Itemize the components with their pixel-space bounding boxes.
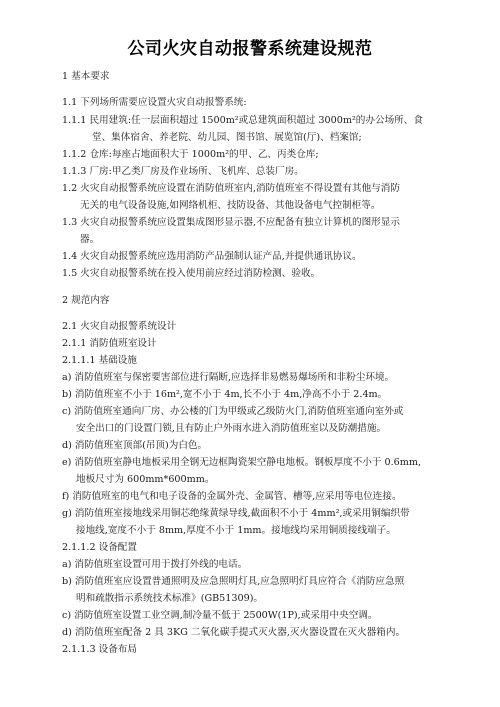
clause-continuation: 器。	[80, 234, 100, 245]
list-item-continuation: 接地线,宽度不小于 8mm,厚度不小于 1mm。接地线均采用铜质接线端子。	[76, 525, 396, 536]
list-item: e) 消防值班室静电地板采用全钢无边框陶瓷架空静电地板。钢板厚度不小于 0.6mm,	[62, 457, 422, 468]
list-item: a) 消防值班室与保密要害部位进行隔断,应选择非易燃易爆场所和非粉尘环境。	[62, 372, 395, 383]
list-item: c) 消防值班室设置工业空调,制冷量不低于 2500W(1P),或采用中央空调。	[62, 610, 378, 621]
section-heading: 1 基本要求	[62, 71, 110, 82]
section-heading: 2 规范内容	[62, 295, 110, 306]
clause-text: 1.1.2 仓库:每座占地面积大于 1000m²的甲、乙、丙类仓库;	[62, 149, 319, 160]
list-item-continuation: 安全出口的门设置门锁,且有防止户外雨水进入消防值班室以及防潮措施。	[76, 423, 387, 434]
list-item: g) 消防值班室接地线采用铜芯绝缘黄绿导线,截面积不小于 4mm²,或采用铜编织带	[62, 508, 410, 519]
list-item: b) 消防值班室不小于 16m²,宽不小于 4m,长不小于 4m,净高不小于 2.4m。	[62, 389, 388, 400]
clause-continuation: 无关的电气设备设施,如网络机柜、技防设备、其他设备电气控制柜等。	[80, 200, 381, 211]
list-item: b) 消防值班室应设置普通照明及应急照明灯具,应急照明灯具应符合《消防应急照	[62, 576, 405, 587]
list-item: d) 消防值班室顶部(吊顶)为白色。	[62, 440, 208, 451]
clause-text: 1.2 火灾自动报警系统应设置在消防值班室内,消防值班室不得设置有其他与消防	[62, 183, 400, 194]
subsection-heading: 2.1.1.2 设备配置	[62, 542, 137, 553]
list-item: a) 消防值班室设置可用于拨打外线的电话。	[62, 559, 248, 570]
subsection-heading: 2.1.1 消防值班室设计	[62, 338, 157, 349]
subsection-heading: 2.1.1.3 设备布局	[62, 644, 137, 655]
clause-continuation: 堂、集体宿舍、养老院、幼儿园、图书馆、展览馆(厅)、档案馆;	[92, 132, 362, 143]
subsection-heading: 2.1.1.1 基础设施	[62, 355, 137, 366]
list-item-continuation: 明和疏散指示系统技术标准》(GB51309)。	[76, 593, 264, 604]
clause-text: 1.1.3 厂房:甲乙类厂房及作业场所、飞机库、总装厂房。	[62, 166, 304, 177]
list-item: d) 消防值班室配备 2 具 3KG 二氧化碳手提式灭火器,灭火器设置在灭火器箱内。	[62, 627, 406, 638]
list-item: f) 消防值班室的电气和电子设备的金属外壳、金属管、槽等,应采用等电位连接。	[62, 491, 402, 502]
clause-text: 1.1.1 民用建筑:任一层面积超过 1500m²或总建筑面积超过 3000m²的办公场所、食	[62, 115, 423, 126]
list-item: c) 消防值班室通向厂房、办公楼的门为甲级或乙级防火门,消防值班室通向室外或	[62, 406, 404, 417]
clause-text: 1.3 火灾自动报警系统应设置集成图形显示器,不应配备有独立计算机的图形显示	[62, 217, 400, 228]
document-title: 公司火灾自动报警系统建设规范	[127, 39, 373, 59]
subsection-heading: 2.1 火灾自动报警系统设计	[62, 321, 177, 332]
clause-text: 1.4 火灾自动报警系统应选用消防产品强制认证产品,并提供通讯协议。	[62, 251, 362, 262]
clause-text: 1.1 下列场所需要应设置火灾自动报警系统:	[62, 97, 247, 108]
clause-text: 1.5 火灾自动报警系统在投入使用前应经过消防检测、验收。	[62, 268, 321, 279]
list-item-continuation: 地板尺寸为 600mm*600mm。	[76, 474, 215, 485]
